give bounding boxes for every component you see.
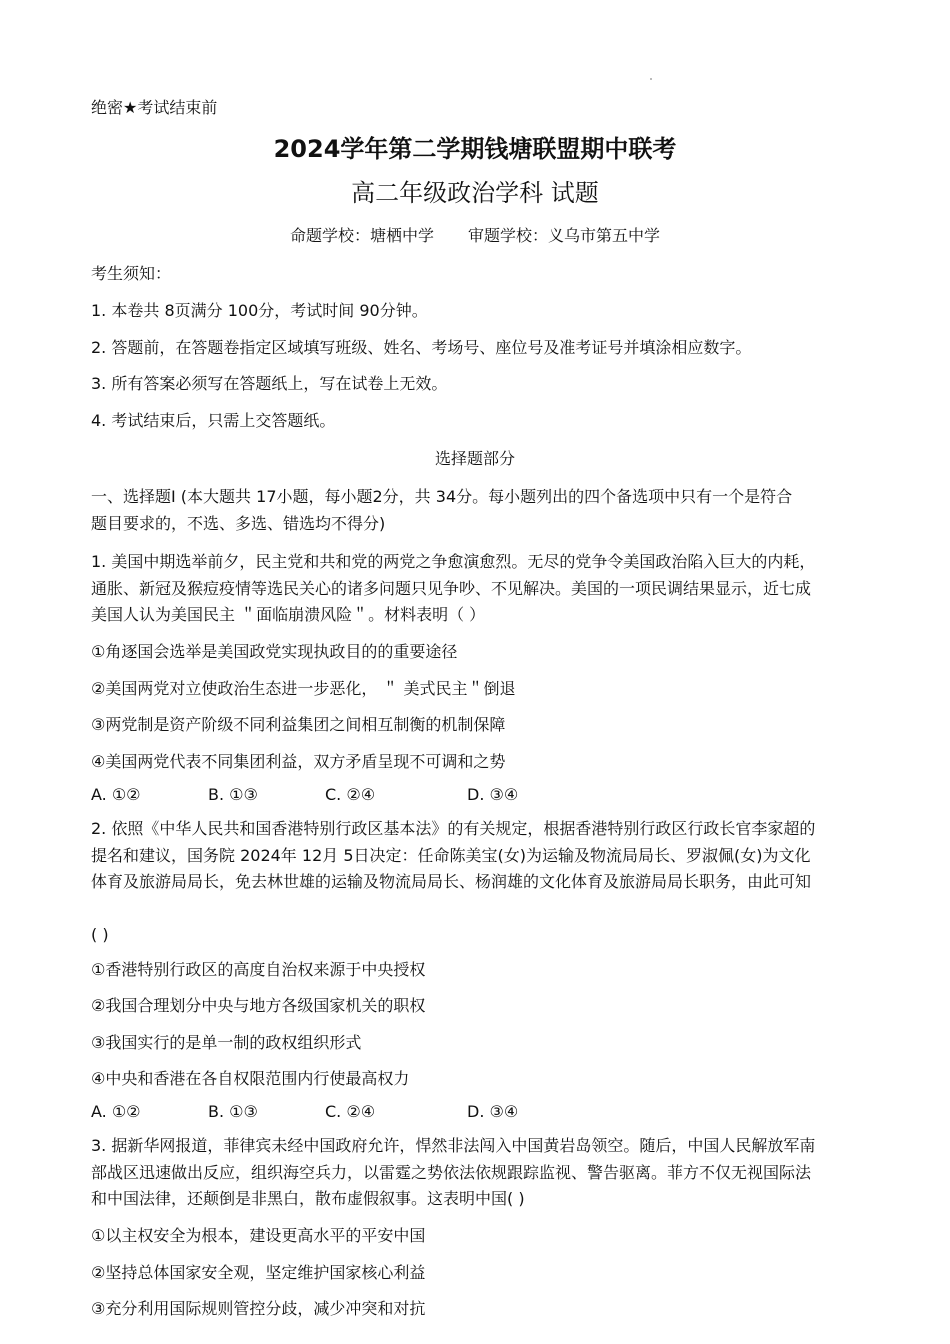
question-3-statement: ①以主权安全为根本，建设更高水平的平安中国 — [91, 1226, 426, 1245]
school-make: 命题学校：塘栖中学 — [289, 226, 434, 245]
question-1-stem: 1. 美国中期选举前夕，民主党和共和党的两党之争愈演愈烈。无尽的党争令美国政治陷入巨大的内耗， — [91, 552, 816, 571]
question-1-statement: ①角逐国会选举是美国政党实现执政目的的重要途径 — [91, 642, 458, 661]
scan-speck — [650, 78, 652, 80]
question-1-option-c: C. ②④ — [325, 785, 376, 804]
notice-item: 1. 本卷共 8页满分 100分，考试时间 90分钟。 — [91, 301, 428, 320]
question-3-statement: ③充分利用国际规则管控分歧，减少冲突和对抗 — [91, 1299, 426, 1318]
question-2-statement: ③我国实行的是单一制的政权组织形式 — [91, 1033, 362, 1052]
question-2-option-a: A. ①② — [91, 1102, 141, 1121]
section-title: 选择题部分 — [434, 449, 515, 468]
section-intro: 一、选择题Ⅰ (本大题共 17小题，每小题2分，共 34分。每小题列出的四个备选项中只有一个是符合 — [91, 487, 793, 506]
question-1-statement: ④美国两党代表不同集团利益，双方矛盾呈现不可调和之势 — [91, 752, 506, 771]
question-2-option-d: D. ③④ — [467, 1102, 519, 1121]
notice-item: 3. 所有答案必须写在答题纸上，写在试卷上无效。 — [91, 374, 448, 393]
question-2-option-c: C. ②④ — [325, 1102, 376, 1121]
school-line — [0, 226, 950, 246]
question-3-stem: 和中国法律，还颠倒是非黑白，散布虚假叙事。这表明中国( ) — [91, 1189, 525, 1208]
question-1-statement: ②美国两党对立使政治生态进一步恶化， ＂ 美式民主＂倒退 — [91, 679, 516, 698]
question-1-option-d: D. ③④ — [467, 785, 519, 804]
notice-heading: 考生须知： — [91, 264, 172, 283]
confidential-mark: 绝密★考试结束前 — [91, 98, 218, 117]
notice-item: 4. 考试结束后，只需上交答题纸。 — [91, 411, 336, 430]
question-2-statement: ②我国合理划分中央与地方各级国家机关的职权 — [91, 996, 426, 1015]
question-2-stem: 体育及旅游局局长，免去林世雄的运输及物流局局长、杨润雄的文化体育及旅游局局长职务，由此可知 — [91, 872, 812, 891]
question-1-stem: 通胀、新冠及猴痘疫情等选民关心的诸多问题只见争吵、不见解决。美国的一项民调结果显示，近七成 — [91, 579, 812, 598]
question-2-option-b: B. ①③ — [208, 1102, 258, 1121]
question-1-statement: ③两党制是资产阶级不同利益集团之间相互制衡的机制保障 — [91, 715, 506, 734]
question-3-statement: ②坚持总体国家安全观，坚定维护国家核心利益 — [91, 1263, 426, 1282]
question-2-statement: ①香港特别行政区的高度自治权来源于中央授权 — [91, 960, 426, 979]
question-1-stem: 美国人认为美国民主 ＂面临崩溃风险＂。材料表明（ ） — [91, 605, 486, 624]
exam-subtitle: 高二年级政治学科 试题 — [351, 179, 599, 207]
question-2-statement: ④中央和香港在各自权限范围内行使最高权力 — [91, 1069, 410, 1088]
question-3-stem: 3. 据新华网报道，菲律宾未经中国政府允许，悍然非法闯入中国黄岩岛领空。随后，中国人民解放军南 — [91, 1136, 816, 1155]
exam-title: 2024学年第二学期钱塘联盟期中联考 — [273, 135, 677, 163]
question-2-stem: 2. 依照《中华人民共和国香港特别行政区基本法》的有关规定，根据香港特别行政区行政长官李家超的 — [91, 819, 816, 838]
notice-item: 2. 答题前，在答题卷指定区域填写班级、姓名、考场号、座位号及准考证号并填涂相应数字。 — [91, 338, 752, 357]
question-2-stem: ( ) — [91, 925, 109, 944]
school-review: 审题学校：义乌市第五中学 — [468, 226, 661, 245]
question-1-option-a: A. ①② — [91, 785, 141, 804]
question-1-option-b: B. ①③ — [208, 785, 258, 804]
section-intro: 题目要求的，不选、多选、错选均不得分) — [91, 514, 386, 533]
question-2-stem: 提名和建议，国务院 2024年 12月 5日决定：任命陈美宝(女)为运输及物流局局长、罗淑佩(女)为文化 — [91, 846, 811, 865]
question-3-stem: 部战区迅速做出反应，组织海空兵力，以雷霆之势依法依规跟踪监视、警告驱离。菲方不仅无视国际法 — [91, 1163, 812, 1182]
